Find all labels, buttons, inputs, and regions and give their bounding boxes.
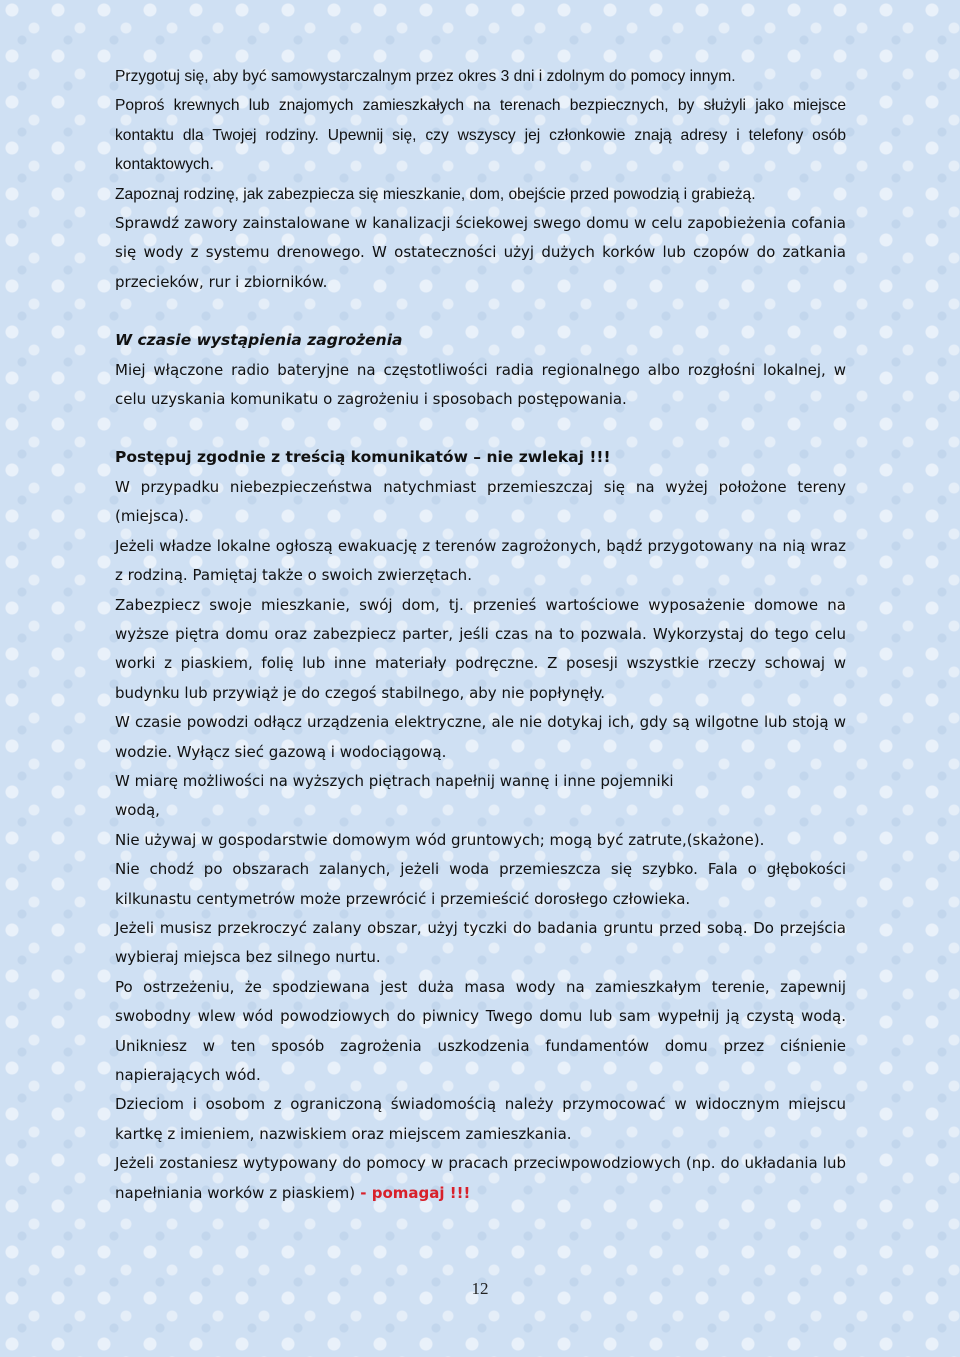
paragraph-contact-relatives: Poproś krewnych lub znajomych zamieszkałych na terenach bezpiecznych, by służyli jako miejsce kontaktu dla Twojej rodziny. Upewnij się, czy wszyscy jej członkowie znają adresy i telefony osób kontaktowych. [115,97,846,174]
instruction-fill-bathtub-cont: wodą, [115,801,160,820]
instruction-crossing: Jeżeli musisz przekroczyć zalany obszar, użyj tyczki do badania gruntu przed sobą. Do przejścia wybieraj miejsca bez silnego nurtu. [115,918,846,967]
instruction-evacuation: Jeżeli władze lokalne ogłoszą ewakuację z terenów zagrożonych, bądź przygotowany na nią wraz z rodziną. Pamiętaj także o swoich zwierzętach. [115,536,846,585]
spacer [115,414,846,443]
final-paragraph [115,1149,846,1208]
section-heading: W czasie wystąpienia zagrożenia [115,331,403,350]
paragraph-radio: Miej włączone radio bateryjne na częstotliwości radia regionalnego albo rozgłośni lokalnej, w celu uzyskania komunikatu o zagrożeniu i sposobach postępowania. [115,360,846,409]
final-paragraph-dash: - [355,1183,372,1202]
final-paragraph-text: Jeżeli zostaniesz wytypowany do pomocy w pracach przeciwpowodziowych (np. do układania lub napełniania worków z piaskiem) [115,1154,846,1202]
paragraph-self-sufficiency: Przygotuj się, aby być samowystarczalnym przez okres 3 dni i zdolnym do pomocy innym. [115,68,736,85]
instruction-groundwater: Nie używaj w gospodarstwie domowym wód gruntowych; mogą być zatrute,(skażone). [115,830,765,849]
instruction-secure-property: Zabezpiecz swoje mieszkanie, swój dom, tj. przenieś wartościowe wyposażenie domowe na wyższe piętra domu oraz zabezpiecz parter, jeśli czas na to pozwala. Wykorzystaj do tego celu worki z piaskiem, folię lub inne materiały podręczne. Z posesji wszystkie rzeczy schowaj w budynku lub przywiąż je do czegoś stabilnego, aby nie popłynęły. [115,595,846,702]
warning-line: Postępuj zgodnie z treścią komunikatów – nie zwlekaj !!! [115,448,611,467]
instruction-electricity: W czasie powodzi odłącz urządzenia elektryczne, ale nie dotykaj ich, gdy są wilgotne lub stoją w wodzie. Wyłącz sieć gazową i wodociągową. [115,713,846,761]
instruction-move-higher: W przypadku niebezpieczeństwa natychmiast przemieszczaj się na wyżej położone tereny (miejsca). [115,477,846,526]
document-page [115,62,846,1208]
spacer [115,297,846,326]
instruction-children-id: Dzieciom i osobom z ograniczoną świadomością należy przymocować w widocznym miejscu kartkę z imieniem, nazwiskiem oraz miejscem zamieszkania. [115,1095,846,1143]
instruction-fill-bathtub: W miarę możliwości na wyższych piętrach napełnij wannę i inne pojemniki [115,771,674,790]
instruction-basement: Po ostrzeżeniu, że spodziewana jest duża masa wody na zamieszkałym terenie, zapewnij swobodny wlew wód powodziowych do piwnicy Twego domu lub sam wypełnij ją czystą wodą. Unikniesz w ten sposób zagrożenia uszkodzenia fundamentów domu przez ciśnienie napierających wód. [115,977,846,1084]
page-number: 12 [471,1279,489,1298]
paragraph-secure-home: Zapoznaj rodzinę, jak zabezpiecza się mieszkanie, dom, obejście przed powodzią i grabieżą. [115,185,756,203]
final-paragraph-emphasis: pomagaj !!! [371,1183,471,1202]
instruction-flooded-areas: Nie chodź po obszarach zalanych, jeżeli woda przemieszcza się szybko. Fala o głębokości kilkunastu centymetrów może przewrócić i przemieścić dorosłego człowieka. [115,860,846,908]
paragraph-check-valves: Sprawdź zawory zainstalowane w kanalizacji ściekowej swego domu w celu zapobieżenia cofania się wody z systemu drenowego. W ostateczności użyj dużych korków lub czopów do zatkania przecieków, rur i zbiorników. [115,214,846,291]
